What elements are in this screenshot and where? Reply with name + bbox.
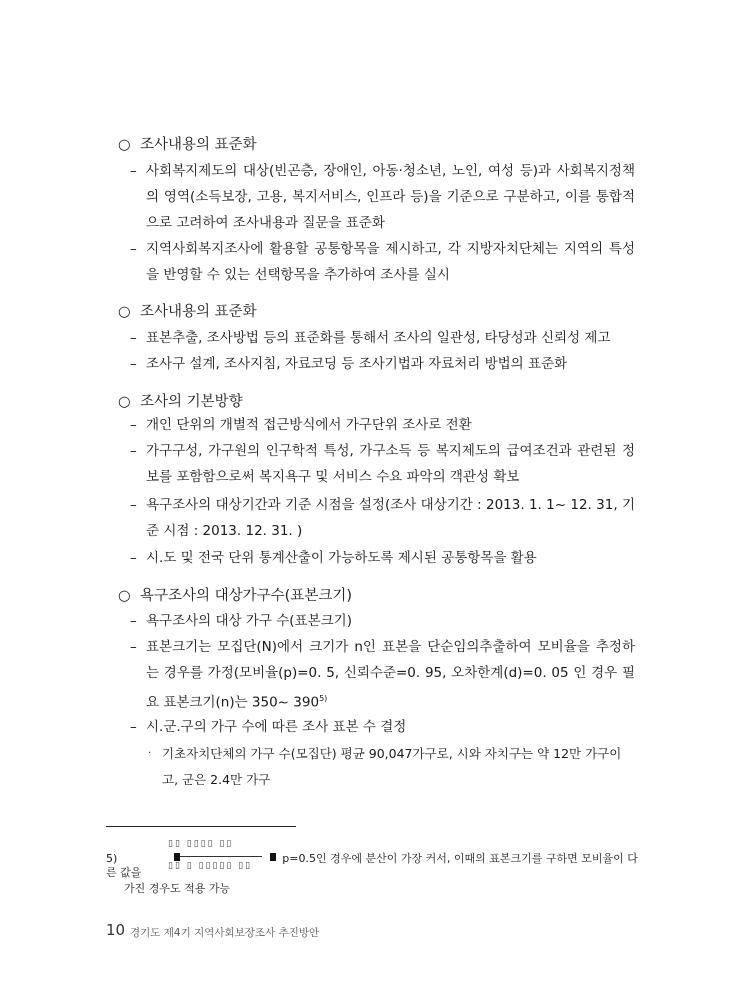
footnote-ref[interactable]: 5) — [319, 694, 328, 703]
list-item — [130, 608, 635, 634]
dash-bullet-icon: – — [130, 417, 137, 433]
dash-bullet-icon: – — [130, 639, 137, 655]
section-title: 욕구조사의 대상가구수(표본크기) — [140, 588, 353, 604]
dash-bullet-icon: – — [130, 497, 137, 513]
item-text: 표본크기는 모집단(N)에서 크기가 n인 표본을 단순임의추출하여 모비율을 추정하는 경우를 가정(모비율(p)=0. 5, 신뢰수준=0. 95, 오차한계(d)=0. 05 인 경우 필요 표본크기(n)는 350~ 390 — [146, 639, 635, 711]
running-title: 경기도 제4기 지역사회보장조사 추진방안 — [130, 927, 320, 939]
item-text: 욕구조사의 대상 가구 수(표본크기) — [146, 613, 352, 629]
item-text: 사회복지제도의 대상(빈곤층, 장애인, 아동·청소년, 노인, 여성 등)과 사회복지정책의 영역(소득보장, 고용, 복지서비스, 인프라 등)을 기준으로 구분하고, 이를 통합적으로 고려하여 조사내용과 질문을 표준화 — [146, 163, 635, 231]
section-heading-4 — [118, 586, 352, 606]
item-text: 시.도 및 전국 단위 통계산출이 가능하도록 제시된 공통항목을 활용 — [146, 550, 537, 566]
section-heading-2 — [118, 302, 257, 322]
circle-bullet-icon: ○ — [118, 394, 131, 410]
sub-list-item — [148, 741, 636, 793]
section-title: 조사내용의 표준화 — [140, 304, 257, 320]
item-text: 표본추출, 조사방법 등의 표준화를 통해서 조사의 일관성, 타당성과 신뢰성 제고 — [146, 330, 611, 346]
item-text: 조사구 설계, 조사지침, 자료코딩 등 조사기법과 자료처리 방법의 표준화 — [146, 356, 568, 372]
list-item — [130, 325, 635, 351]
section-title: 조사내용의 표준화 — [140, 137, 257, 153]
footnote-text: p=0.5인 경우에 분산이 가장 커서, 이때의 표본크기를 구하면 모비율이 다른 값을 — [106, 852, 638, 879]
list-item — [130, 236, 635, 288]
dot-bullet-icon: · — [148, 748, 152, 759]
dash-bullet-icon: – — [130, 241, 137, 257]
item-text: 욕구조사의 대상기간과 기준 시점을 설정(조사 대상기간 : 2013. 1. 1~ 12. 31, 기준 시점 : 2013. 12. 31. ) — [146, 497, 635, 539]
page-number: 10 — [106, 921, 126, 939]
footnote-number: 5) — [106, 852, 118, 865]
dash-bullet-icon: – — [130, 719, 137, 735]
dash-bullet-icon: – — [130, 443, 137, 459]
item-text: 지역사회복지조사에 활용할 공통항목을 제시하고, 각 지방자치단체는 지역의 특성을 반영할 수 있는 선택항목을 추가하여 조사를 실시 — [146, 241, 635, 283]
list-item — [130, 158, 635, 236]
sub-item-text: 기초자치단체의 가구 수(모집단) 평균 90,047가구로, 시와 자치구는 약 12만 가구이고, 군은 2.4만 가구 — [162, 746, 622, 787]
dash-bullet-icon: – — [130, 163, 137, 179]
circle-bullet-icon: ○ — [118, 588, 131, 604]
item-text: 가구구성, 가구원의 인구학적 특성, 가구소득 등 복지제도의 급여조건과 관련된 정보를 포함함으로써 복지욕구 및 서비스 수요 파악의 객관성 확보 — [146, 443, 635, 485]
list-item — [130, 351, 635, 377]
circle-bullet-icon: ○ — [118, 137, 131, 153]
list-item — [130, 545, 635, 571]
footnote-line2: 가진 경우도 적용 가능 — [124, 882, 231, 895]
section-heading-1 — [118, 135, 257, 155]
list-item — [130, 438, 635, 490]
dash-bullet-icon: – — [130, 330, 137, 346]
list-item — [130, 634, 635, 716]
dash-bullet-icon: – — [130, 356, 137, 372]
circle-bullet-icon: ○ — [118, 304, 131, 320]
list-item — [130, 412, 635, 438]
section-heading-3 — [118, 392, 243, 412]
list-item — [130, 714, 635, 740]
dash-bullet-icon: – — [130, 613, 137, 629]
formula-image: ▯▯ ▯▯▯▯ ▯▯ ▯▯ ▯ ▯▯▯▯▯ ▯▯ — [158, 839, 268, 877]
item-text: 시.군.구의 가구 수에 따른 조사 표본 수 결정 — [146, 719, 407, 735]
item-text: 개인 단위의 개별적 접근방식에서 가구단위 조사로 전환 — [146, 417, 472, 433]
footnote-divider — [106, 826, 296, 827]
list-item — [130, 492, 635, 544]
section-title: 조사의 기본방향 — [140, 394, 243, 410]
dash-bullet-icon: – — [130, 550, 137, 566]
